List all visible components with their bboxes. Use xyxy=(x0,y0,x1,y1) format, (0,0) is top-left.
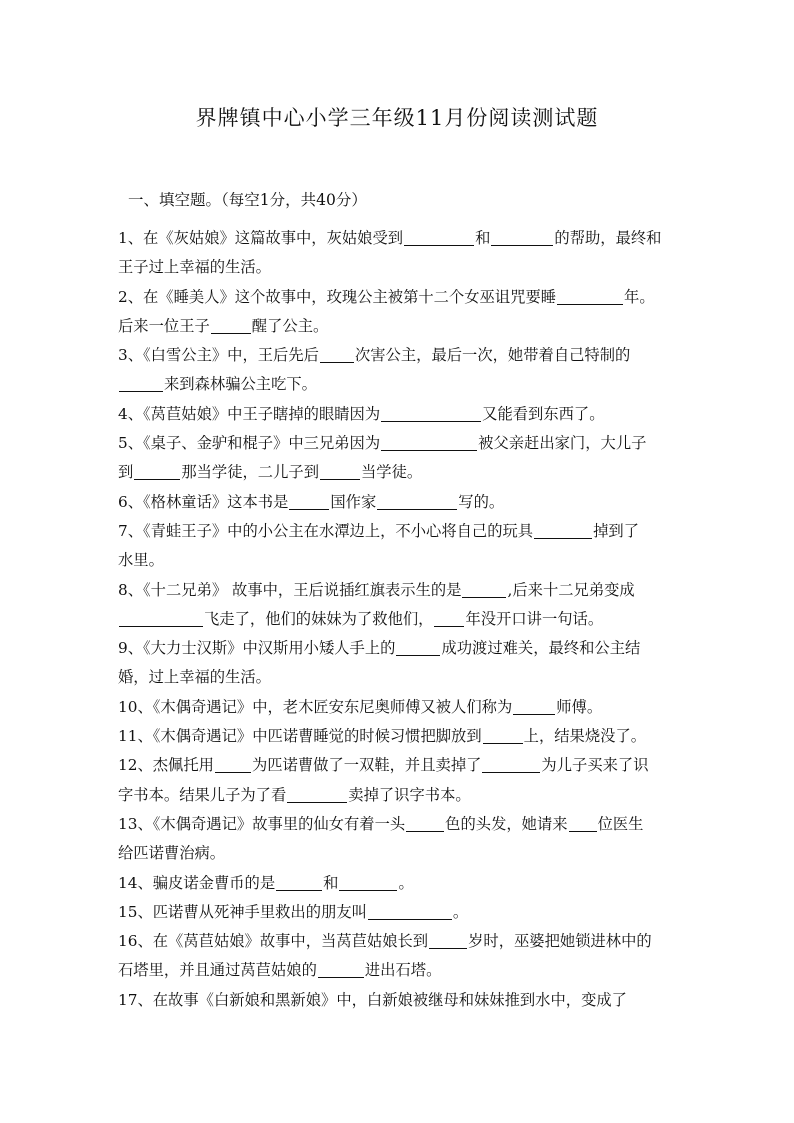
question-text: 又能看到东西了。 xyxy=(482,404,605,423)
question-line xyxy=(118,576,678,605)
question-text: 后来一位王子 xyxy=(118,316,210,335)
question-text: 来到森林骗公主吃下。 xyxy=(164,375,317,394)
answer-blank[interactable] xyxy=(377,491,457,510)
question-line xyxy=(118,283,678,312)
answer-blank[interactable] xyxy=(404,227,474,246)
answer-blank[interactable] xyxy=(119,373,163,392)
question-text: 掉到了 xyxy=(593,521,640,540)
question-text: 13、《木偶奇遇记》故事里的仙女有着一头 xyxy=(118,814,406,833)
question-text: 1、在《灰姑娘》这篇故事中，灰姑娘受到 xyxy=(118,229,404,247)
question-text: 那当学徒，二儿子到 xyxy=(181,463,319,482)
question-text: 9、《大力士汉斯》中汉斯用小矮人手上的 xyxy=(118,639,396,658)
question-text: 到 xyxy=(118,463,134,482)
question-text: 。 xyxy=(452,902,469,921)
question-text: 7、《青蛙王子》中的小公主在水潭边上，不小心将自己的玩具 xyxy=(118,521,534,540)
question-line xyxy=(118,370,678,399)
question-text: 5、《桌子、金驴和棍子》中三兄弟因为 xyxy=(118,434,381,453)
section-heading: 一、填空题。（每空1分，共40分） xyxy=(128,191,367,209)
question-text: 的帮助，最终和 xyxy=(554,229,662,247)
answer-blank[interactable] xyxy=(119,608,203,627)
question-text: 年。 xyxy=(624,287,655,306)
question-text: 被父亲赶出家门，大儿子 xyxy=(478,434,647,453)
answer-blank[interactable] xyxy=(534,520,592,539)
answer-blank[interactable] xyxy=(482,754,540,773)
question-line xyxy=(118,546,678,575)
answer-blank[interactable] xyxy=(276,872,322,891)
answer-blank[interactable] xyxy=(134,461,180,480)
question-text: 16、在《莴苣姑娘》故事中，当莴苣姑娘长到 xyxy=(118,932,429,951)
question-text: 为儿子买来了识 xyxy=(541,756,649,775)
question-text: 14、骗皮诺金曹币的是 xyxy=(118,873,276,892)
question-line xyxy=(118,458,678,487)
answer-blank[interactable] xyxy=(396,637,440,656)
question-line xyxy=(118,722,678,751)
question-text: 4、《莴苣姑娘》中王子瞎掉的眼睛因为 xyxy=(118,404,381,423)
question-line xyxy=(118,663,678,692)
question-text: 和 xyxy=(323,873,339,892)
question-text: 位医生 xyxy=(597,814,644,833)
answer-blank[interactable] xyxy=(215,754,251,773)
answer-blank[interactable] xyxy=(429,930,467,949)
question-text: 当学徒。 xyxy=(361,463,423,482)
question-text: 2、在《睡美人》这个故事中，玫瑰公主被第十二个女巫诅咒要睡 xyxy=(118,287,557,306)
answer-blank[interactable] xyxy=(381,403,481,422)
question-text: 写的。 xyxy=(458,492,505,511)
question-text: 飞走了，他们的妹妹为了救他们， xyxy=(204,609,434,628)
question-line xyxy=(118,956,678,985)
answer-blank[interactable] xyxy=(434,608,464,627)
question-line xyxy=(118,839,678,868)
answer-blank[interactable] xyxy=(462,579,506,598)
question-line xyxy=(118,810,678,839)
answer-blank[interactable] xyxy=(320,461,360,480)
question-text: 岁时，巫婆把她锁进林中的 xyxy=(468,932,652,951)
question-line xyxy=(118,312,678,341)
question-text: ,后来十二兄弟变成 xyxy=(507,580,635,599)
question-text: 成功渡过难关，最终和公主结 xyxy=(441,639,641,658)
question-line xyxy=(118,517,678,546)
answer-blank[interactable] xyxy=(513,696,555,715)
answer-blank[interactable] xyxy=(318,959,364,978)
question-text: 醒了公主。 xyxy=(251,316,329,335)
answer-blank[interactable] xyxy=(483,725,523,744)
question-line xyxy=(118,751,678,780)
answer-blank[interactable] xyxy=(320,344,354,363)
question-line xyxy=(118,488,678,517)
answer-blank[interactable] xyxy=(289,491,329,510)
question-line xyxy=(118,605,678,634)
question-text: 次害公主，最后一次，她带着自己特制的 xyxy=(354,346,631,365)
answer-blank[interactable] xyxy=(381,432,477,451)
question-text: 石塔里，并且通过莴苣姑娘的 xyxy=(118,961,317,980)
question-text: 王子过上幸福的生活。 xyxy=(118,258,271,277)
answer-blank[interactable] xyxy=(211,315,251,334)
question-text: 给匹诺曹治病。 xyxy=(118,844,226,863)
question-text: 水里。 xyxy=(118,551,164,570)
question-text: 卖掉了识字书本。 xyxy=(348,785,471,804)
question-text: 婚，过上幸福的生活。 xyxy=(118,668,271,687)
question-line xyxy=(118,400,678,429)
question-line xyxy=(118,781,678,810)
question-line xyxy=(118,986,678,1015)
question-line xyxy=(118,341,678,370)
question-text: 字书本。结果儿子为了看 xyxy=(118,785,287,804)
question-line xyxy=(118,429,678,458)
question-text: 15、匹诺曹从死神手里救出的朋友叫 xyxy=(118,902,367,921)
question-text: 上，结果烧没了。 xyxy=(523,727,647,746)
question-text: 年没开口讲一句话。 xyxy=(465,609,604,628)
question-text: 11、《木偶奇遇记》中匹诺曹睡觉的时候习惯把脚放到 xyxy=(118,727,482,746)
answer-blank[interactable] xyxy=(339,872,397,891)
question-line xyxy=(118,927,678,956)
question-text: 6、《格林童话》这本书是 xyxy=(118,492,289,511)
answer-blank[interactable] xyxy=(368,901,452,920)
question-line xyxy=(118,634,678,663)
question-line xyxy=(118,253,678,282)
question-text: 。 xyxy=(398,873,414,892)
question-text: 进出石塔。 xyxy=(364,961,442,980)
answer-blank[interactable] xyxy=(557,286,623,305)
question-text: 10、《木偶奇遇记》中，老木匠安东尼奥师傅又被人们称为 xyxy=(118,697,513,716)
question-text: 师傅。 xyxy=(556,697,603,716)
question-line xyxy=(118,869,678,898)
question-line xyxy=(118,224,678,253)
question-text: 3、《白雪公主》中，王后先后 xyxy=(118,346,319,365)
question-text: 12、杰佩托用 xyxy=(118,756,214,775)
answer-blank[interactable] xyxy=(569,813,597,832)
question-text: 8、《十二兄弟》 故事中，王后说插红旗表示生的是 xyxy=(118,580,462,599)
page-title: 界牌镇中心小学三年级11月份阅读测试题 xyxy=(195,106,599,130)
question-text: 和 xyxy=(475,229,491,247)
answer-blank[interactable] xyxy=(491,227,553,246)
question-line xyxy=(118,693,678,722)
question-text: 为匹诺曹做了一双鞋，并且卖掉了 xyxy=(251,756,482,775)
question-text: 国作家 xyxy=(330,492,377,511)
question-text: 17、在故事《白新娘和黑新娘》中，白新娘被继母和妹妹推到水中，变成了 xyxy=(118,990,627,1009)
question-line xyxy=(118,898,678,927)
question-list xyxy=(118,224,678,1015)
question-text: 色的头发，她请来 xyxy=(445,814,568,833)
answer-blank[interactable] xyxy=(406,813,444,832)
answer-blank[interactable] xyxy=(287,784,347,803)
